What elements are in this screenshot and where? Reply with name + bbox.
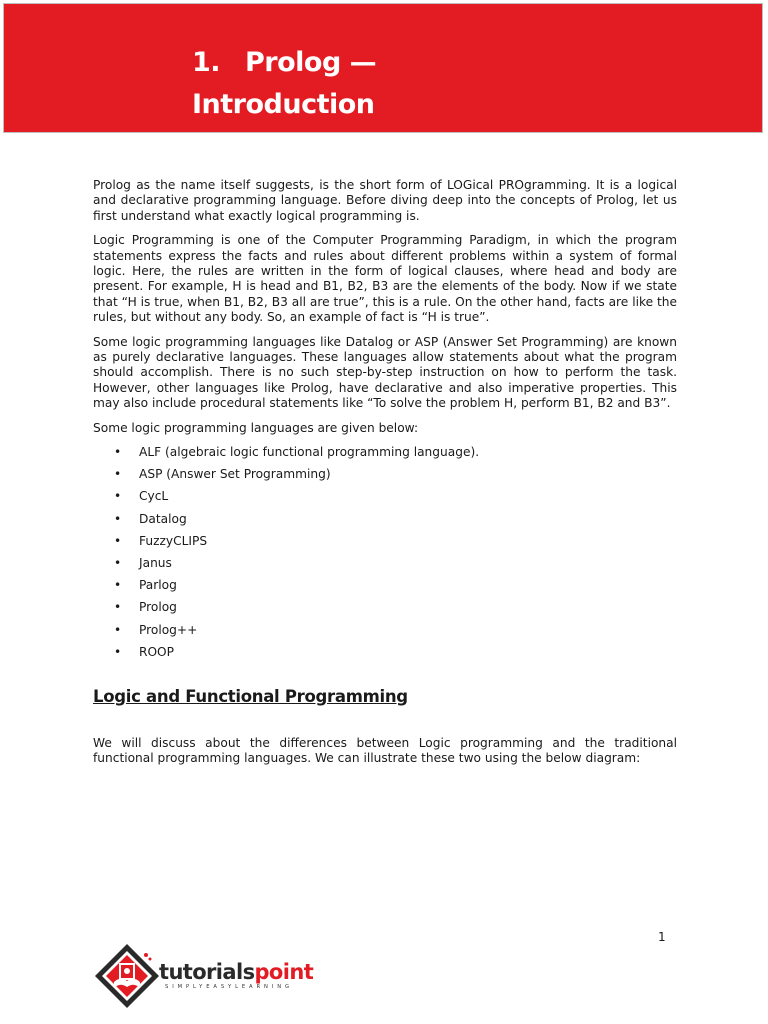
- bullet-icon: •: [114, 489, 122, 504]
- section-paragraph: We will discuss about the differences between Logic programming and the traditional functional programming languages. We can illustrate these two using the below diagram:: [93, 735, 677, 766]
- logo-wordmark: tutorialspoint: [159, 960, 314, 984]
- logo-tagline: SIMPLYEASYLEARNING: [165, 984, 293, 990]
- list-item: • Prolog: [114, 600, 177, 615]
- chapter-header-banner: [3, 3, 763, 133]
- declarative-languages-paragraph: Some logic programming languages like Datalog or ASP (Answer Set Programming) are known as purely declarative languages. These languages allow statements about what the program should accomplish. There is no such step-by-step instruction on how to perform the task. However, other languages like Prolog, have declarative and also imperative properties. This may also include procedural statements like “To solve the problem H, perform B1, B2 and B3”.: [93, 334, 677, 411]
- page-content: [93, 178, 677, 776]
- bullet-icon: •: [114, 556, 122, 571]
- tutorialspoint-logo-icon: [93, 942, 161, 1010]
- bullet-icon: •: [114, 644, 122, 659]
- section-heading: Logic and Functional Programming: [93, 686, 408, 706]
- chapter-number: 1.: [192, 47, 221, 78]
- list-item: • ROOP: [114, 644, 175, 659]
- chapter-title-line1: Prolog —: [245, 47, 377, 78]
- bullet-icon: •: [114, 511, 122, 526]
- languages-list: [93, 445, 677, 667]
- list-item: • Prolog++: [114, 622, 198, 637]
- bullet-icon: •: [114, 622, 122, 637]
- intro-paragraph: Prolog as the name itself suggests, is the short form of LOGical PROgramming. It is a logical and declarative programming language. Before diving deep into the concepts of Prolog, let us first understand what exactly logical programming is.: [93, 178, 677, 223]
- bullet-icon: •: [114, 578, 122, 593]
- chapter-title-line2: Introduction: [192, 89, 375, 120]
- chapter-title: [192, 42, 376, 126]
- bullet-icon: •: [114, 467, 122, 482]
- bullet-icon: •: [114, 533, 122, 548]
- list-item: • CycL: [114, 489, 169, 504]
- page-number: 1: [658, 930, 666, 944]
- list-item: • FuzzyCLIPS: [114, 533, 208, 548]
- tutorialspoint-logo[interactable]: [93, 942, 333, 1010]
- list-item: • Janus: [114, 556, 172, 571]
- list-item: • ALF (algebraic logic functional programming language).: [114, 445, 480, 460]
- list-item: • Datalog: [114, 511, 187, 526]
- bullet-icon: •: [114, 445, 122, 460]
- languages-intro-paragraph: Some logic programming languages are given below:: [93, 420, 419, 435]
- list-item: • ASP (Answer Set Programming): [114, 467, 331, 482]
- bullet-icon: •: [114, 600, 122, 615]
- logic-programming-paragraph: Logic Programming is one of the Computer Programming Paradigm, in which the program statements express the facts and rules about different problems within a system of formal logic. Here, the rules are written in the form of logical clauses, where head and body are present. For example, H is head and B1, B2, B3 are the elements of the body. Now if we state that “H is true, when B1, B2, B3 all are true”, this is a rule. On the other hand, facts are like the rules, but without any body. So, an example of fact is “H is true”.: [93, 233, 677, 325]
- list-item: • Parlog: [114, 578, 177, 593]
